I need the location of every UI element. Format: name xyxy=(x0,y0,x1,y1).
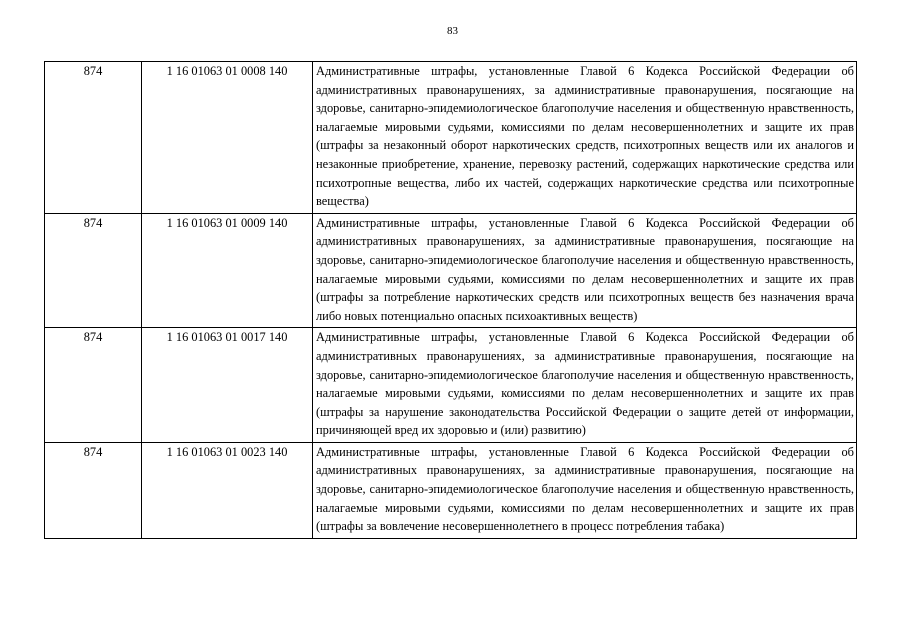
budget-classification-table xyxy=(44,61,857,539)
kbk-code-cell: 1 16 01063 01 0023 140 xyxy=(142,442,313,538)
kbk-code-cell: 1 16 01063 01 0008 140 xyxy=(142,62,313,214)
kbk-code-cell: 1 16 01063 01 0017 140 xyxy=(142,328,313,443)
kbk-code-cell: 1 16 01063 01 0009 140 xyxy=(142,213,313,328)
admin-code-cell: 874 xyxy=(45,442,142,538)
description-cell: Административные штрафы, установленные Главой 6 Кодекса Российской Федерации об административных правонарушениях, за административные правонарушения, посягающие на здоровье, санитарно-эпидемиологическое благополучие населения и общественную нравственность, налагаемые мировыми судьями, комиссиями по делам несовершеннолетних и защите их прав (штрафы за незаконный оборот наркотических средств, психотропных веществ или их аналогов и незаконные приобретение, хранение, перевозку растений, содержащих наркотические средства или психотропные вещества, либо их частей, содержащих наркотические средства или психотропные вещества) xyxy=(313,62,857,214)
admin-code-cell: 874 xyxy=(45,213,142,328)
admin-code-cell: 874 xyxy=(45,328,142,443)
description-cell: Административные штрафы, установленные Главой 6 Кодекса Российской Федерации об административных правонарушениях, за административные правонарушения, посягающие на здоровье, санитарно-эпидемиологическое благополучие населения и общественную нравственность, налагаемые мировыми судьями, комиссиями по делам несовершеннолетних и защите их прав (штрафы за потребление наркотических средств или психотропных веществ без назначения врача либо новых потенциально опасных психоактивных веществ) xyxy=(313,213,857,328)
admin-code-cell: 874 xyxy=(45,62,142,214)
table-row xyxy=(45,62,857,214)
description-cell: Административные штрафы, установленные Главой 6 Кодекса Российской Федерации об административных правонарушениях, за административные правонарушения, посягающие на здоровье, санитарно-эпидемиологическое благополучие населения и общественную нравственность, налагаемые мировыми судьями, комиссиями по делам несовершеннолетних и защите их прав (штрафы за вовлечение несовершеннолетнего в процесс потребления табака) xyxy=(313,442,857,538)
table-row xyxy=(45,328,857,443)
page-number: 83 xyxy=(447,25,458,37)
table-row xyxy=(45,213,857,328)
table-row xyxy=(45,442,857,538)
description-cell: Административные штрафы, установленные Главой 6 Кодекса Российской Федерации об административных правонарушениях, за административные правонарушения, посягающие на здоровье, санитарно-эпидемиологическое благополучие населения и общественную нравственность, налагаемые мировыми судьями, комиссиями по делам несовершеннолетних и защите их прав (штрафы за нарушение законодательства Российской Федерации о защите детей от информации, причиняющей вред их здоровью и (или) развитию) xyxy=(313,328,857,443)
